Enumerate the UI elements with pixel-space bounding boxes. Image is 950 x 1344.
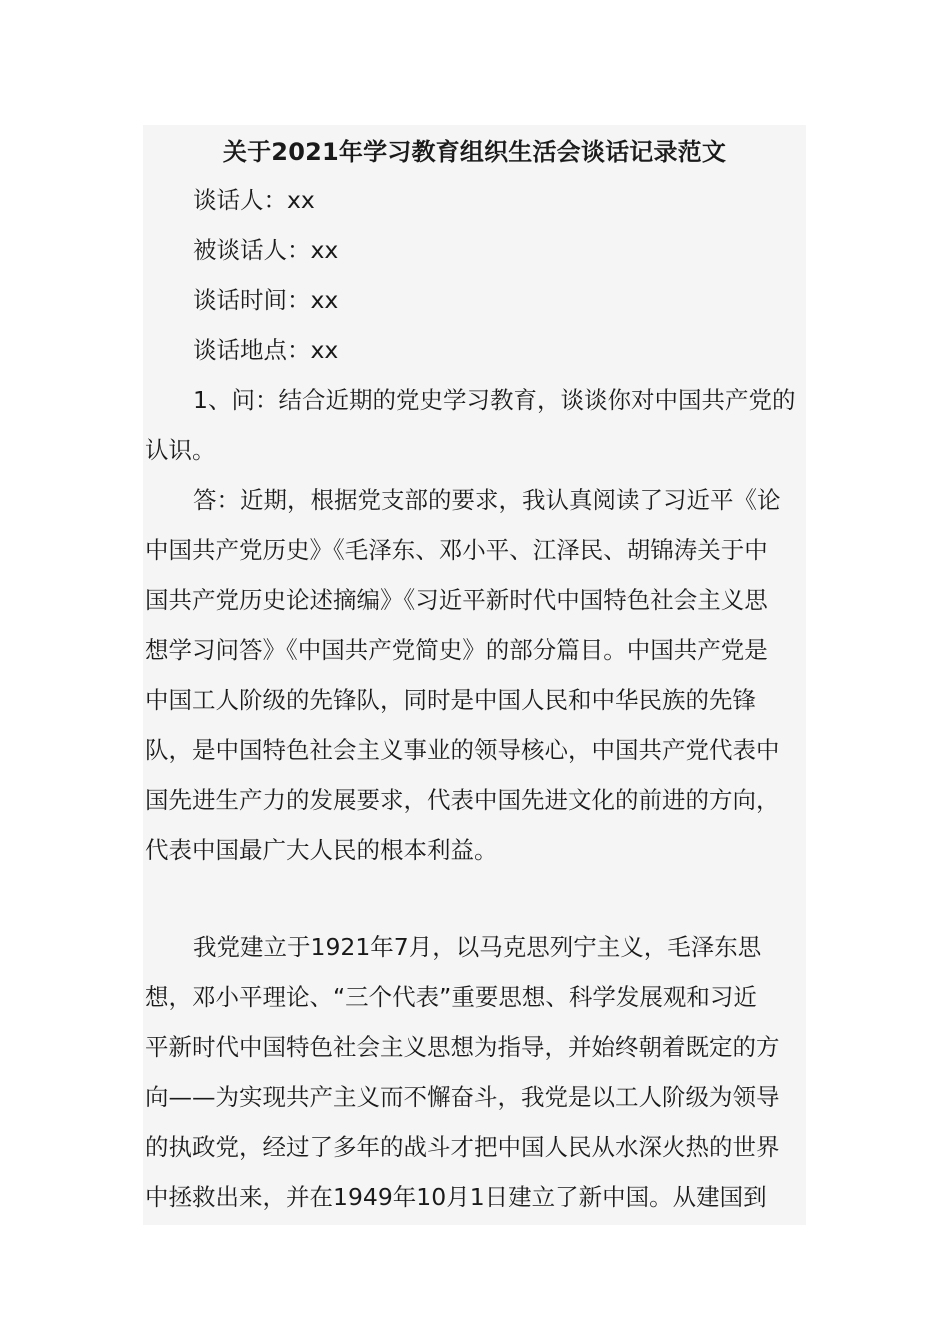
answer-line: 国共产党历史论述摘编》《习近平新时代中国特色社会主义思 xyxy=(145,586,768,614)
meta-time: 谈话时间：xx xyxy=(193,286,339,314)
meta-location: 谈话地点：xx xyxy=(193,336,339,364)
meta-interviewer: 谈话人：xx xyxy=(193,186,315,214)
paragraph-line: 向——为实现共产主义而不懈奋斗，我党是以工人阶级为领导 xyxy=(145,1083,780,1111)
paragraph-line: 平新时代中国特色社会主义思想为指导，并始终朝着既定的方 xyxy=(145,1033,780,1061)
document-title: 关于2021年学习教育组织生活会谈话记录范文 xyxy=(222,138,727,166)
answer-line: 中国共产党历史》《毛泽东、邓小平、江泽民、胡锦涛关于中 xyxy=(145,536,768,564)
question-line: 1、问：结合近期的党史学习教育，谈谈你对中国共产党的 xyxy=(193,386,796,414)
paragraph-line: 我党建立于1921年7月，以马克思列宁主义，毛泽东思 xyxy=(193,933,762,961)
answer-line: 想学习问答》《中国共产党简史》的部分篇目。中国共产党是 xyxy=(145,636,768,664)
paragraph-line: 中拯救出来，并在1949年10月1日建立了新中国。从建国到 xyxy=(145,1183,767,1211)
meta-interviewee: 被谈话人：xx xyxy=(193,236,339,264)
answer-line: 国先进生产力的发展要求，代表中国先进文化的前进的方向， xyxy=(145,786,780,814)
answer-line: 队，是中国特色社会主义事业的领导核心，中国共产党代表中 xyxy=(145,736,780,764)
answer-line: 答：近期，根据党支部的要求，我认真阅读了习近平《论 xyxy=(193,486,781,514)
answer-line: 代表中国最广大人民的根本利益。 xyxy=(145,836,498,864)
question-line: 认识。 xyxy=(145,436,216,464)
answer-line: 中国工人阶级的先锋队，同时是中国人民和中华民族的先锋 xyxy=(145,686,756,714)
paragraph-line: 的执政党，经过了多年的战斗才把中国人民从水深火热的世界 xyxy=(145,1133,780,1161)
paragraph-line: 想，邓小平理论、“三个代表”重要思想、科学发展观和习近 xyxy=(145,983,757,1011)
